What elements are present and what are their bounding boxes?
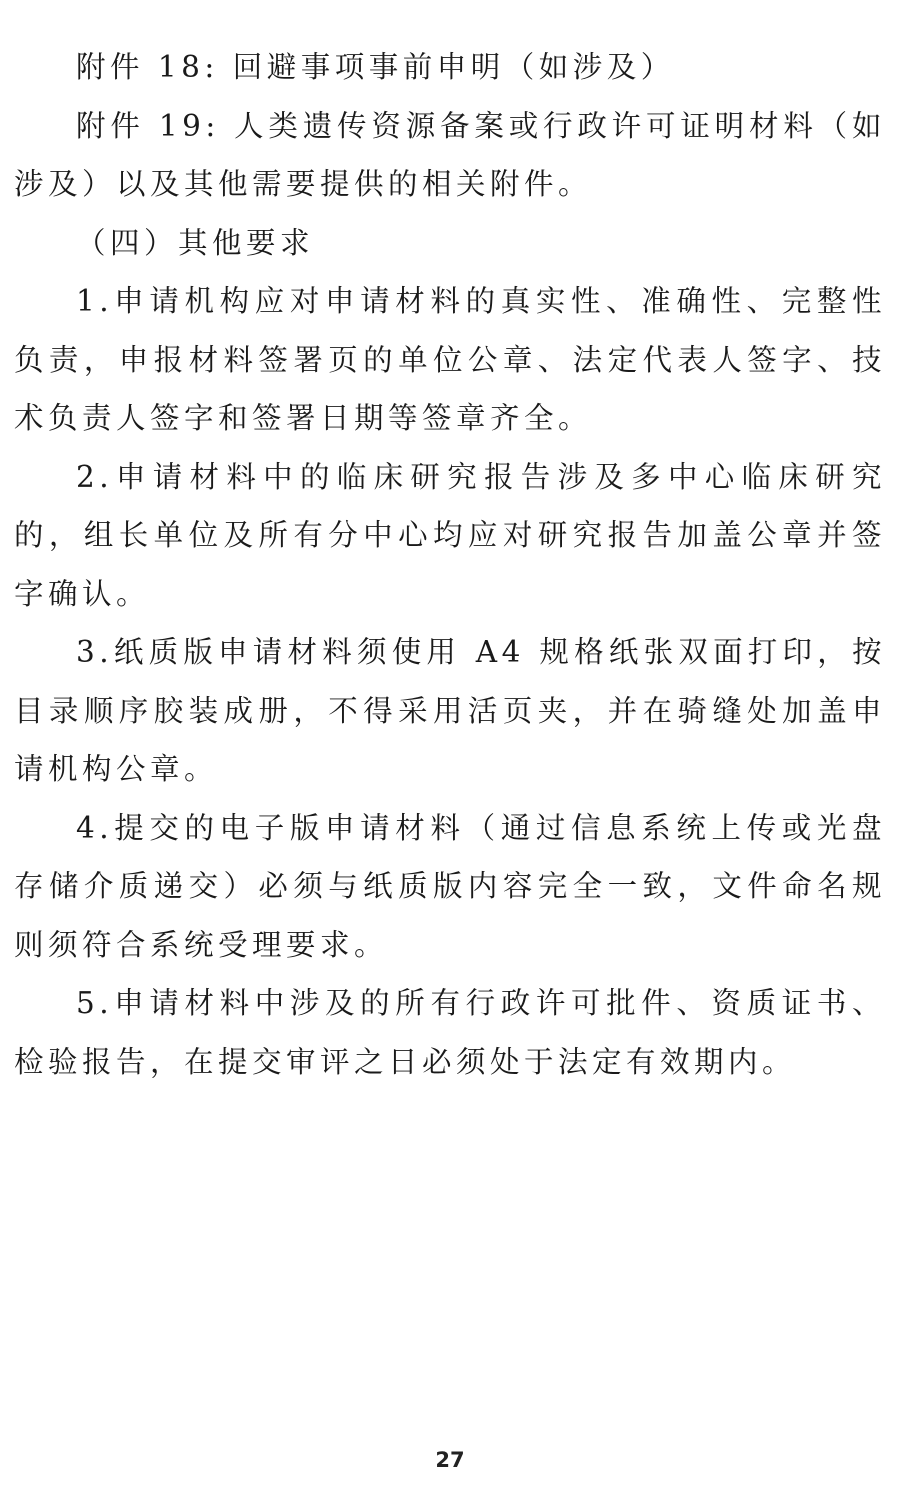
requirement-item-2: 2.申请材料中的临床研究报告涉及多中心临床研究的，组长单位及所有分中心均应对研究报告加盖公章并签字确认。 xyxy=(14,459,886,611)
requirement-item-1: 1.申请机构应对申请材料的真实性、准确性、完整性负责，申报材料签署页的单位公章、法定代表人签字、技术负责人签字和签署日期等签章齐全。 xyxy=(14,284,886,435)
page-number: 27 xyxy=(435,1448,465,1472)
attachment-18-line: 附件 18: 回避事项事前申明（如涉及） xyxy=(76,50,675,84)
document-body xyxy=(14,38,886,1091)
requirement-item-5: 5.申请材料中涉及的所有行政许可批件、资质证书、检验报告，在提交审评之日必须处于法定有效期内。 xyxy=(14,986,886,1079)
section-heading-other-requirements: （四）其他要求 xyxy=(76,225,315,260)
requirement-item-4: 4.提交的电子版申请材料（通过信息系统上传或光盘存储介质递交）必须与纸质版内容完全一致，文件命名规则须符合系统受理要求。 xyxy=(14,810,886,962)
requirement-item-3: 3.纸质版申请材料须使用 A4 规格纸张双面打印，按目录顺序胶装成册，不得采用活页夹，并在骑缝处加盖申请机构公章。 xyxy=(14,635,886,786)
attachment-19-paragraph: 附件 19: 人类遗传资源备案或行政许可证明材料（如涉及）以及其他需要提供的相关附件。 xyxy=(14,108,886,201)
